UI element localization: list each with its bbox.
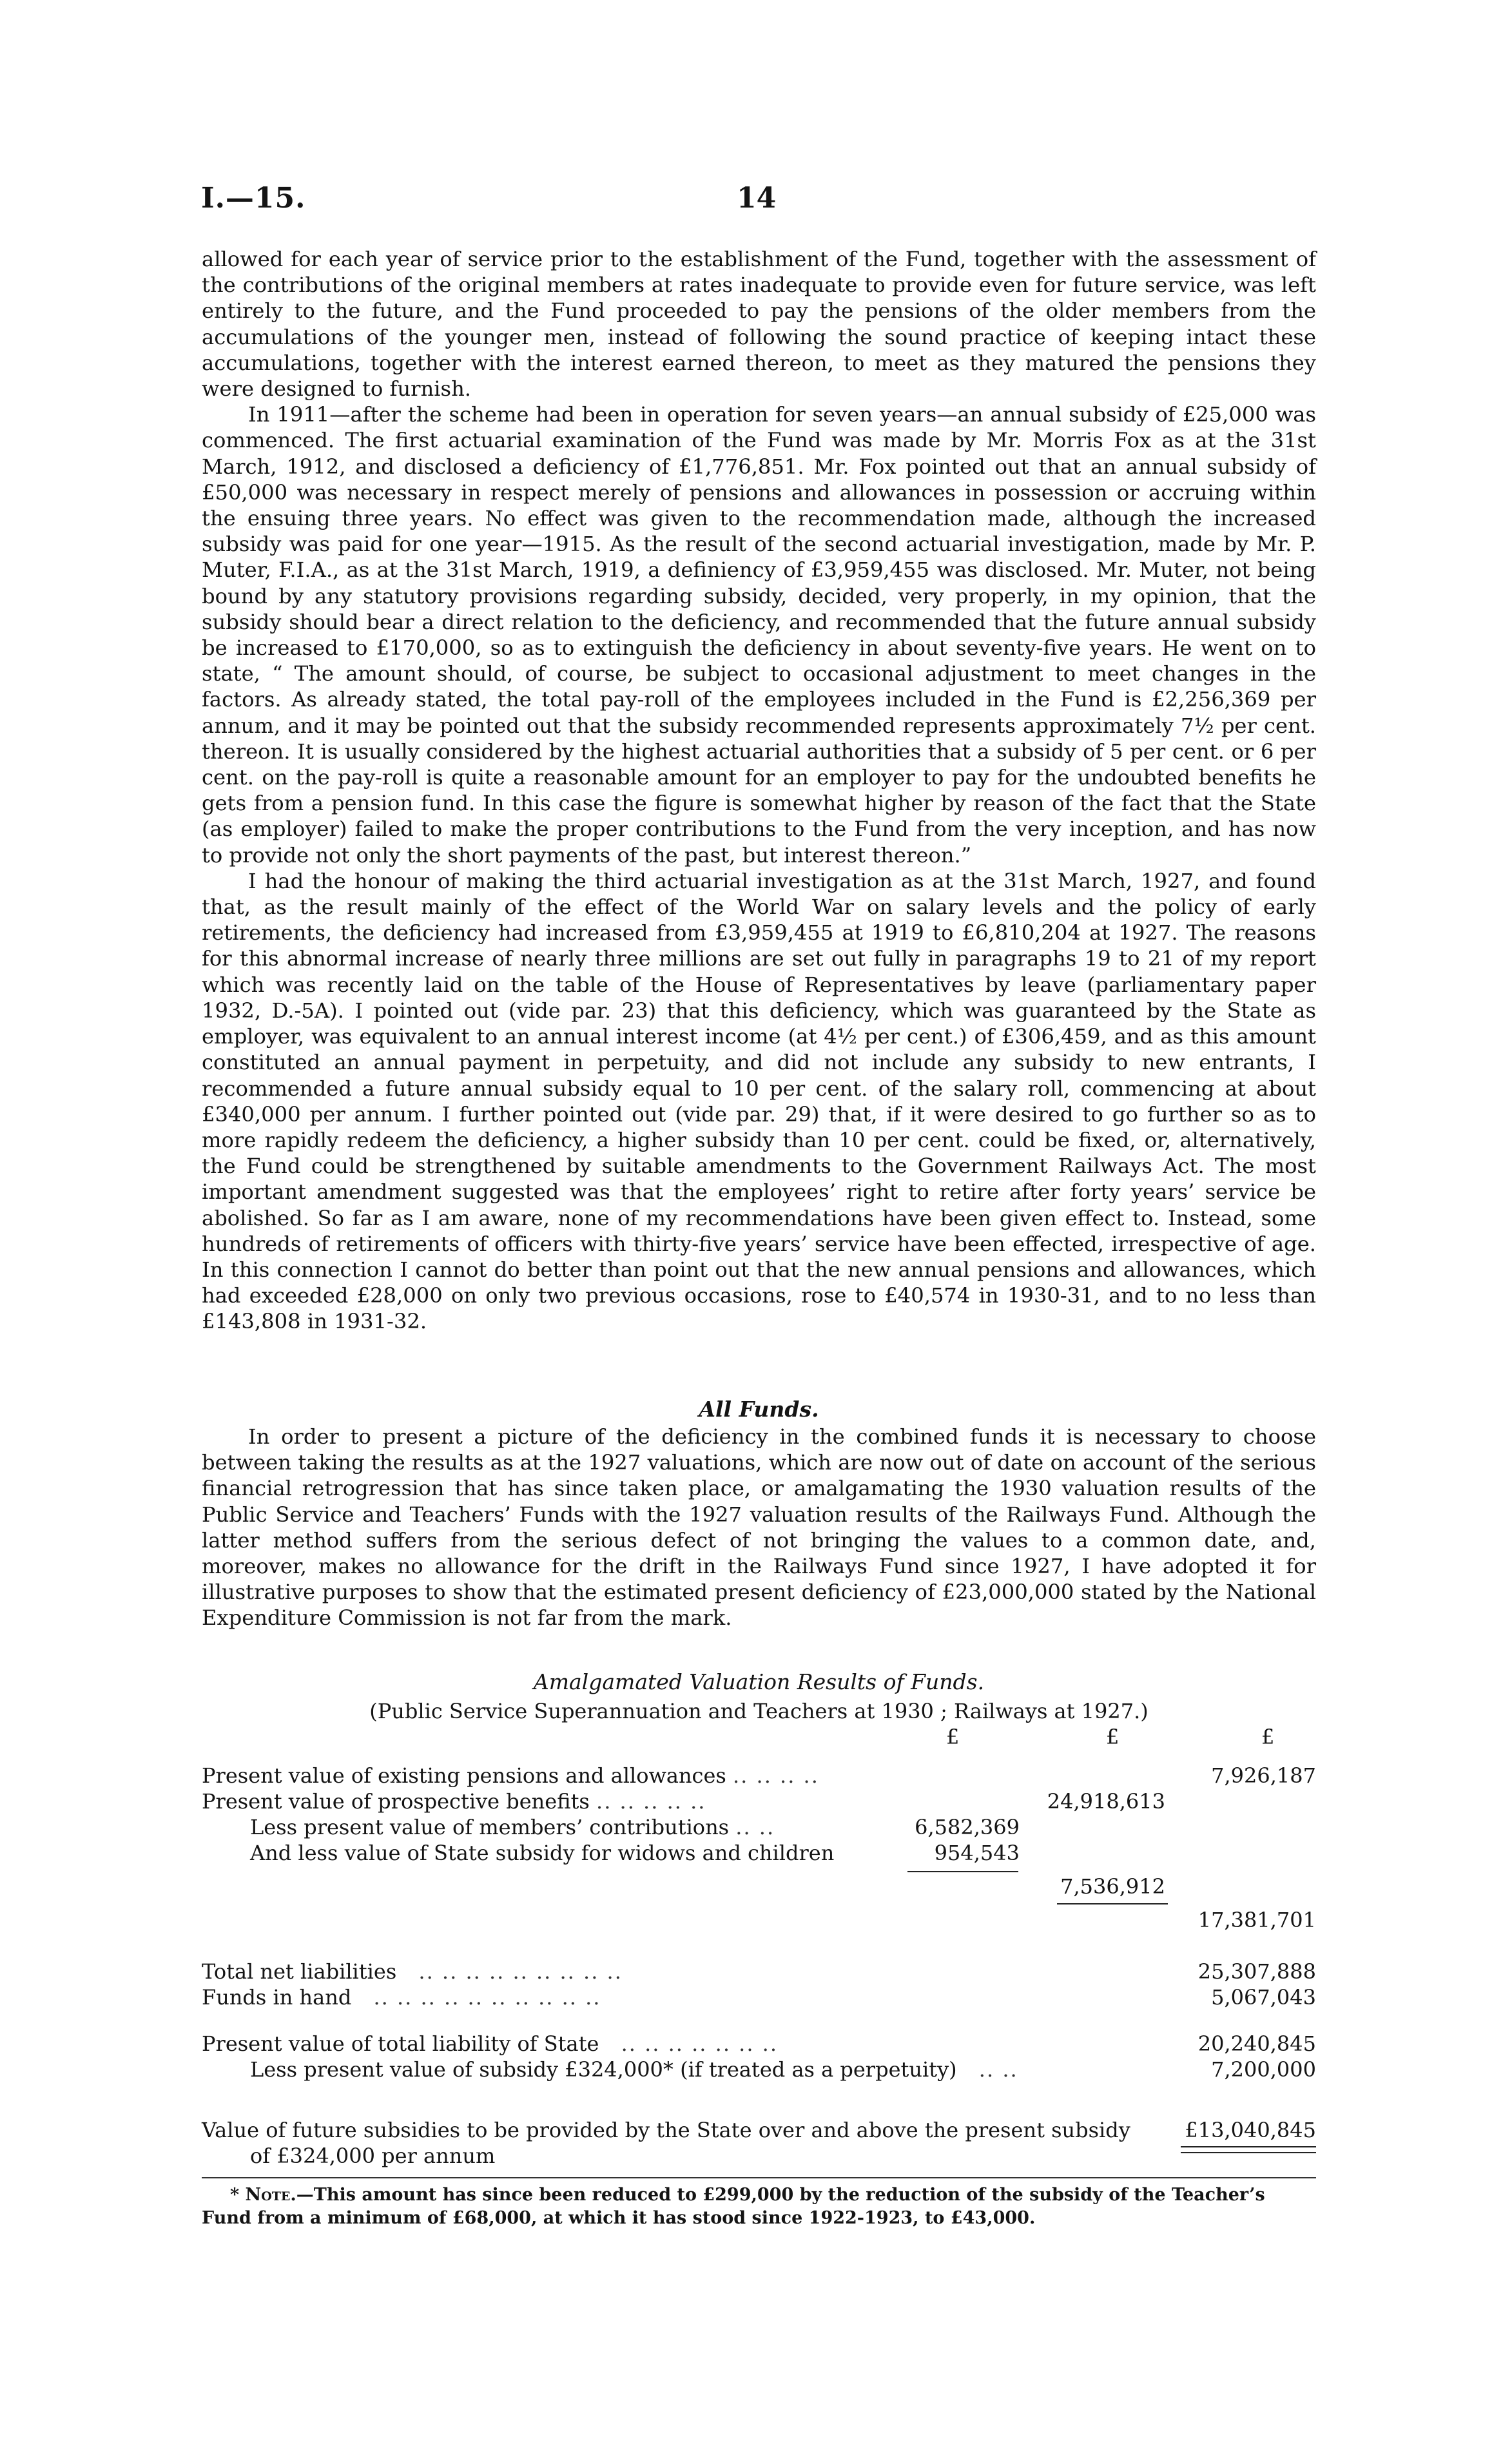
body-text bbox=[202, 246, 1316, 1335]
double-rule-top bbox=[1181, 2146, 1316, 2147]
row-label: Less present value of subsidy £324,000* (if treated as a perpetuity) bbox=[250, 2057, 957, 2082]
table-row-less-subsidy bbox=[250, 2057, 1018, 2082]
table-row-existing-pensions bbox=[202, 1763, 819, 1788]
value-funds-in-hand: 5,067,043 bbox=[1211, 1985, 1316, 2010]
paragraph-continuation: allowed for each year of service prior to the establishment of the Fund, together with the assessment of the contributions of the original members at rates inadequate to provide even for future service, was left entirely to the future, and the Fund proceeded to pay the pensions of the older members from the accumulations of the younger men, instead of following the sound practice of keeping intact these accumulations, together with the interest earned thereon, to meet as they matured the pensions they were designed to furnish. bbox=[202, 247, 1316, 402]
value-existing-pensions: 7,926,187 bbox=[1211, 1763, 1316, 1788]
value-members-contributions: 6,582,369 bbox=[915, 1815, 1020, 1839]
value-future-subsidies: £13,040,845 bbox=[1185, 2118, 1316, 2142]
leader-dots: .. .. .. .. .. .. .. bbox=[621, 2031, 779, 2056]
table-row-future-subsidies-cont bbox=[250, 2144, 495, 2168]
value-net-prospective: 17,381,701 bbox=[1197, 1908, 1316, 1932]
currency-header-col1: £ bbox=[946, 1725, 960, 1749]
row-label-continued: of £324,000 per annum bbox=[250, 2144, 496, 2168]
leader-dots: .. .. .. .. .. .. .. .. .. .. bbox=[373, 1985, 601, 2010]
row-label: Present value of prospective benefits bbox=[202, 1789, 590, 1814]
paragraph-third-investigation: I had the honour of making the third actuarial investigation as at the 31st March, 1927, and found that, as the result mainly of the effect of the World War on salary levels and the policy of early retirements, the deficiency had increased from £3,959,455 at 1919 to £6,810,204 at 1927. The reasons for this abnormal increase of nearly three millions are set out fully in paragraphs 19 to 21 of my report which was recently laid on the table of the House of Representatives by leave (parliamentary paper 1932, D.-5A). I pointed out (vide par. 23) that this deficiency, which was guaranteed by the State as employer, was equivalent to an annual interest income (at 4½ per cent.) of £306,459, and as this amount constituted an annual payment in perpetuity, and did not include any subsidy to new entrants, I recommended a future annual subsidy equal to 10 per cent. of the salary roll, commencing at about £340,000 per annum. I further pointed out (vide par. 29) that, if it were desired to go further so as to more rapidly redeem the deficiency, a higher subsidy than 10 per cent. could be fixed, or, alternatively, the Fund could be strengthened by suitable amendments to the Government Railways Act. The most important amendment suggested was that the employees’ right to retire after forty years’ service be abolished. So far as I am aware, none of my recommendations have been given effect to. Instead, some hundreds of retirements of officers with thirty-five years’ service have been effected, irrespective of age. In this connection I cannot do better than point out that the new annual pensions and allowances, which had exceeded £28,000 on only two previous occasions, rose to £40,574 in 1930-31, and to no less than £143,808 in 1931-32. bbox=[202, 868, 1316, 1334]
row-label: Total net liabilities bbox=[202, 1959, 397, 1984]
value-subtotal-deductions: 7,536,912 bbox=[1060, 1874, 1165, 1899]
row-label: And less value of State subsidy for widows and children bbox=[250, 1841, 835, 1865]
leader-dots: .. .. bbox=[735, 1815, 775, 1839]
row-label: Present value of total liability of State bbox=[202, 2031, 599, 2056]
row-label: Value of future subsidies to be provided by the State over and above the present subsidy bbox=[202, 2118, 1130, 2142]
table-row-total-net-liabilities bbox=[202, 1959, 623, 1984]
subtotal-rule-col2 bbox=[1057, 1903, 1168, 1904]
footnote-lead: * Note. bbox=[230, 2185, 296, 2205]
section-text-all-funds bbox=[202, 1424, 1316, 1631]
value-less-subsidy: 7,200,000 bbox=[1211, 2057, 1316, 2082]
table-row-prospective-benefits bbox=[202, 1789, 706, 1814]
table-title: Amalgamated Valuation Results of Funds. bbox=[533, 1669, 985, 1694]
currency-header-col2: £ bbox=[1106, 1725, 1119, 1749]
value-total-liability-state: 20,240,845 bbox=[1197, 2031, 1316, 2056]
paragraph-all-funds: In order to present a picture of the deficiency in the combined funds it is necessary to choose between taking the results as at the 1927 valuations, which are now out of date on account of the serious financial retrogression that has since taken place, or amalgamating the 1930 valuation results of the Public Service and Teachers’ Funds with the 1927 valuation results of the Railways Fund. Although the latter method suffers from the serious defect of not bringing the values to a common date, and, moreover, makes no allowance for the drift in the Railways Fund since 1927, I have adopted it for illustrative purposes to show that the estimated present deficiency of £23,000,000 stated by the National Expenditure Commission is not far from the mark. bbox=[202, 1424, 1316, 1631]
paragraph-1911-subsidy: In 1911—after the scheme had been in operation for seven years—an annual subsidy of £25,000 was commenced. The first actuarial examination of the Fund was made by Mr. Morris Fox as at the 31st March, 1912, and disclosed a deficiency of £1,776,851. Mr. Fox pointed out that an annual subsidy of £50,000 was necessary in respect merely of pensions and allowances in possession or accruing within the ensuing three years. No effect was given to the recommendation made, although the increased subsidy was paid for one year—1915. As the result of the second actuarial investigation, made by Mr. P. Muter, F.I.A., as at the 31st March, 1919, a definiency of £3,959,455 was disclosed. Mr. Muter, not being bound by any statutory provisions regarding subsidy, decided, very properly, in my opinion, that the subsidy should bear a direct relation to the deficiency, and recommended that the future annual subsidy be increased to £170,000, so as to extinguish the deficiency in about seventy-five years. He went on to state, “ The amount should, of course, be subject to occasional adjustment to meet changes in the factors. As already stated, the total pay-roll of the employees included in the Fund is £2,256,369 per annum, and it may be pointed out that the subsidy recommended represents approximately 7½ per cent. thereon. It is usually considered by the highest actuarial authorities that a subsidy of 5 per cent. or 6 per cent. on the pay-roll is quite a reasonable amount for an employer to pay for the undoubted benefits he gets from a pension fund. In this case the figure is somewhat higher by reason of the fact that the State (as employer) failed to make the proper contributions to the Fund from the very inception, and has now to provide not only the short payments of the past, but interest thereon.” bbox=[202, 402, 1316, 867]
leader-dots: .. .. .. .. bbox=[733, 1763, 819, 1788]
page-number: 14 bbox=[737, 182, 777, 215]
table-row-future-subsidies bbox=[202, 2118, 1130, 2142]
currency-header-col3: £ bbox=[1261, 1725, 1275, 1749]
footnote-text: —This amount has since been reduced to £299,000 by the reduction of the subsidy of the Teacher’s Fund from a minimum of £68,000, at which it has stood since 1922-1923, to £43,000. bbox=[202, 2185, 1265, 2228]
document-reference: I.—15. bbox=[201, 182, 306, 215]
table-row-funds-in-hand bbox=[202, 1985, 601, 2010]
value-state-subsidy-widows: 954,543 bbox=[934, 1841, 1020, 1865]
table-row-total-liability-state bbox=[202, 2031, 778, 2056]
leader-dots: .. .. .. .. .. .. .. .. .. bbox=[418, 1959, 623, 1984]
footnote bbox=[202, 2184, 1316, 2230]
section-heading-all-funds: All Funds. bbox=[699, 1397, 819, 1422]
row-label: Present value of existing pensions and allowances bbox=[202, 1763, 726, 1788]
table-subtitle: (Public Service Superannuation and Teachers at 1930 ; Railways at 1927.) bbox=[369, 1699, 1149, 1723]
leader-dots: .. .. bbox=[978, 2057, 1018, 2082]
value-prospective-benefits: 24,918,613 bbox=[1047, 1789, 1165, 1814]
leader-dots: .. .. .. .. .. bbox=[596, 1789, 706, 1814]
row-label: Less present value of members’ contributions bbox=[250, 1815, 730, 1839]
row-label: Funds in hand bbox=[202, 1985, 352, 2010]
table-row-members-contributions bbox=[250, 1815, 775, 1839]
double-rule-bottom bbox=[1181, 2152, 1316, 2153]
value-total-net-liabilities: 25,307,888 bbox=[1197, 1959, 1316, 1984]
footnote-separator bbox=[202, 2177, 1316, 2178]
table-row-state-subsidy-widows bbox=[250, 1841, 834, 1865]
subtotal-rule-col1 bbox=[907, 1871, 1018, 1872]
